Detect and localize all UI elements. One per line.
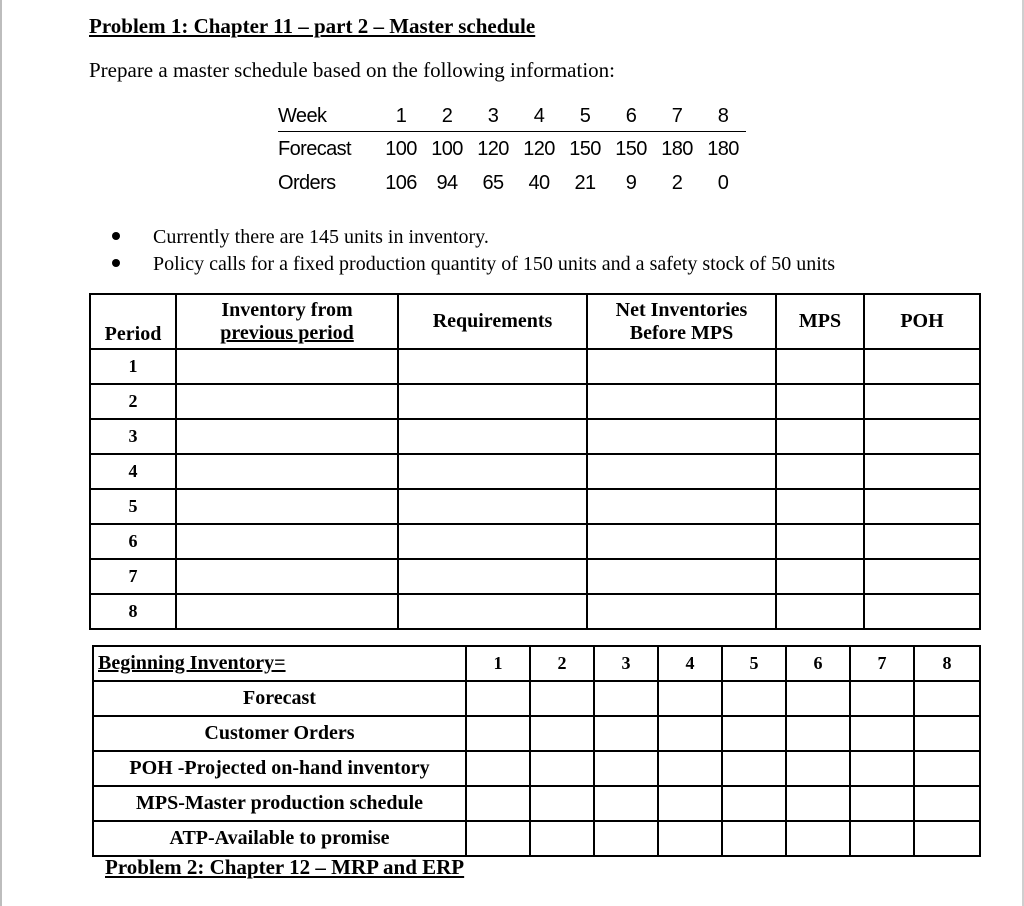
grid-cell <box>722 751 786 786</box>
period-row <box>90 524 980 559</box>
poh-cell <box>864 384 980 419</box>
poh-cell <box>864 524 980 559</box>
week-value-cell: 106 <box>385 171 417 194</box>
grid-row-label: ATP-Available to promise <box>93 821 466 856</box>
header-inventory-line1: Inventory from <box>221 298 353 321</box>
poh-cell <box>864 559 980 594</box>
period-number: 2 <box>90 384 176 419</box>
net-inventory-cell <box>587 454 776 489</box>
grid-cell <box>914 716 980 751</box>
week-value-cell: 65 <box>482 171 504 194</box>
bullet-dot-icon <box>112 259 120 267</box>
mps-cell <box>776 454 864 489</box>
week-value-cell: 100 <box>385 137 417 160</box>
requirements-cell <box>398 559 587 594</box>
grid-cell <box>658 716 722 751</box>
week-value-cell: 21 <box>574 171 596 194</box>
grid-cell <box>658 821 722 856</box>
bullet-text: Policy calls for a fixed production quantity of 150 units and a safety stock of 50 units <box>153 253 836 275</box>
header-net-line1: Net Inventories <box>615 298 748 321</box>
grid-row <box>93 751 980 786</box>
problem-1-title: Problem 1: Chapter 11 – part 2 – Master schedule <box>89 14 536 38</box>
grid-row <box>93 716 980 751</box>
bullet-text: Currently there are 145 units in inventory. <box>153 226 489 248</box>
week-row-label: Forecast <box>278 137 352 160</box>
period-row <box>90 384 980 419</box>
net-inventory-cell <box>587 594 776 629</box>
poh-cell <box>864 489 980 524</box>
grid-cell <box>722 821 786 856</box>
requirements-cell <box>398 384 587 419</box>
grid-cell <box>594 786 658 821</box>
grid-cell <box>850 716 914 751</box>
grid-cell <box>722 716 786 751</box>
week-value-cell: 2 <box>424 101 470 132</box>
grid-cell <box>786 716 850 751</box>
week-value-cell: 1 <box>378 101 424 132</box>
grid-cell <box>530 786 594 821</box>
grid-cell <box>530 716 594 751</box>
period-number: 1 <box>90 349 176 384</box>
week-value-cell: 150 <box>569 137 601 160</box>
net-inventory-cell <box>587 384 776 419</box>
week-value-cell: 120 <box>477 137 509 160</box>
grid-cell <box>466 716 530 751</box>
week-value-cell: 5 <box>562 101 608 132</box>
requirements-cell <box>398 524 587 559</box>
period-number: 8 <box>90 594 176 629</box>
master-schedule-grid <box>92 645 981 857</box>
period-row <box>90 489 980 524</box>
grid-week-header: 6 <box>786 646 850 681</box>
grid-week-header: 1 <box>466 646 530 681</box>
week-value-cell: 2 <box>671 171 683 194</box>
grid-cell <box>914 786 980 821</box>
week-value-cell: 0 <box>717 171 729 194</box>
grid-cell <box>530 821 594 856</box>
header-requirements: Requirements <box>398 294 587 349</box>
grid-cell <box>786 681 850 716</box>
grid-cell <box>594 821 658 856</box>
grid-cell <box>914 681 980 716</box>
week-value-cell: 180 <box>707 137 739 160</box>
grid-cell <box>850 821 914 856</box>
mps-calculation-table <box>89 293 981 630</box>
mps-cell <box>776 559 864 594</box>
header-net-inventories <box>587 294 776 349</box>
week-value-cell: 8 <box>700 101 746 132</box>
mps-cell <box>776 489 864 524</box>
period-row <box>90 454 980 489</box>
grid-row <box>93 681 980 716</box>
week-table-row <box>278 101 746 132</box>
grid-cell <box>594 751 658 786</box>
grid-row-label: Customer Orders <box>93 716 466 751</box>
period-row <box>90 349 980 384</box>
week-row-label: Week <box>278 101 378 132</box>
header-mps: MPS <box>776 294 864 349</box>
period-row <box>90 419 980 454</box>
poh-cell <box>864 454 980 489</box>
inventory-cell <box>176 349 398 384</box>
grid-header-row <box>93 646 980 681</box>
grid-week-header: 7 <box>850 646 914 681</box>
mps-table-header-row <box>90 294 980 349</box>
header-inventory-from-previous <box>176 294 398 349</box>
grid-cell <box>786 821 850 856</box>
poh-cell <box>864 594 980 629</box>
net-inventory-cell <box>587 349 776 384</box>
week-row-label: Orders <box>278 171 336 194</box>
week-value-cell: 9 <box>625 171 637 194</box>
grid-cell <box>466 681 530 716</box>
grid-row-label: MPS-Master production schedule <box>93 786 466 821</box>
week-value-cell: 40 <box>528 171 550 194</box>
grid-cell <box>466 786 530 821</box>
grid-cell <box>658 786 722 821</box>
inventory-cell <box>176 524 398 559</box>
grid-week-header: 8 <box>914 646 980 681</box>
grid-cell <box>914 751 980 786</box>
requirements-cell <box>398 454 587 489</box>
grid-cell <box>530 681 594 716</box>
requirements-cell <box>398 419 587 454</box>
week-table-row <box>278 166 746 200</box>
grid-week-header: 3 <box>594 646 658 681</box>
page-left-edge <box>0 0 2 906</box>
week-value-cell: 100 <box>431 137 463 160</box>
grid-cell <box>530 751 594 786</box>
intro-text: Prepare a master schedule based on the following information: <box>89 58 616 82</box>
requirements-cell <box>398 594 587 629</box>
header-inventory-line2: previous period <box>220 321 354 344</box>
inventory-cell <box>176 419 398 454</box>
grid-cell <box>850 751 914 786</box>
requirements-cell <box>398 489 587 524</box>
grid-cell <box>914 821 980 856</box>
period-number: 5 <box>90 489 176 524</box>
period-row <box>90 594 980 629</box>
period-number: 7 <box>90 559 176 594</box>
grid-row <box>93 786 980 821</box>
mps-cell <box>776 349 864 384</box>
grid-cell <box>658 681 722 716</box>
grid-cell <box>466 821 530 856</box>
week-value-cell: 3 <box>470 101 516 132</box>
week-value-cell: 150 <box>615 137 647 160</box>
net-inventory-cell <box>587 559 776 594</box>
grid-week-header: 4 <box>658 646 722 681</box>
grid-cell <box>466 751 530 786</box>
poh-cell <box>864 419 980 454</box>
grid-week-header: 2 <box>530 646 594 681</box>
grid-cell <box>786 751 850 786</box>
week-value-cell: 120 <box>523 137 555 160</box>
poh-cell <box>864 349 980 384</box>
grid-cell <box>594 681 658 716</box>
net-inventory-cell <box>587 524 776 559</box>
forecast-orders-table <box>278 101 746 200</box>
mps-cell <box>776 419 864 454</box>
inventory-cell <box>176 489 398 524</box>
inventory-cell <box>176 384 398 419</box>
header-period: Period <box>90 294 176 349</box>
inventory-cell <box>176 594 398 629</box>
header-poh: POH <box>864 294 980 349</box>
period-number: 3 <box>90 419 176 454</box>
period-number: 6 <box>90 524 176 559</box>
period-number: 4 <box>90 454 176 489</box>
grid-cell <box>722 786 786 821</box>
week-value-cell: 180 <box>661 137 693 160</box>
grid-cell <box>722 681 786 716</box>
beginning-inventory-label: Beginning Inventory= <box>93 646 466 681</box>
week-value-cell: 4 <box>516 101 562 132</box>
week-value-cell: 6 <box>608 101 654 132</box>
grid-cell <box>850 681 914 716</box>
problem-2-title: Problem 2: Chapter 12 – MRP and ERP <box>105 855 465 879</box>
week-value-cell: 94 <box>436 171 458 194</box>
week-table-row <box>278 132 746 167</box>
inventory-cell <box>176 454 398 489</box>
mps-cell <box>776 384 864 419</box>
week-value-cell: 7 <box>654 101 700 132</box>
grid-cell <box>658 751 722 786</box>
grid-row <box>93 821 980 856</box>
grid-cell <box>594 716 658 751</box>
mps-cell <box>776 524 864 559</box>
grid-row-label: Forecast <box>93 681 466 716</box>
period-row <box>90 559 980 594</box>
net-inventory-cell <box>587 419 776 454</box>
mps-cell <box>776 594 864 629</box>
bullet-dot-icon <box>112 232 120 240</box>
inventory-cell <box>176 559 398 594</box>
header-net-line2: Before MPS <box>629 321 734 344</box>
requirements-cell <box>398 349 587 384</box>
grid-row-label: POH -Projected on-hand inventory <box>93 751 466 786</box>
grid-week-header: 5 <box>722 646 786 681</box>
grid-cell <box>786 786 850 821</box>
grid-cell <box>850 786 914 821</box>
net-inventory-cell <box>587 489 776 524</box>
